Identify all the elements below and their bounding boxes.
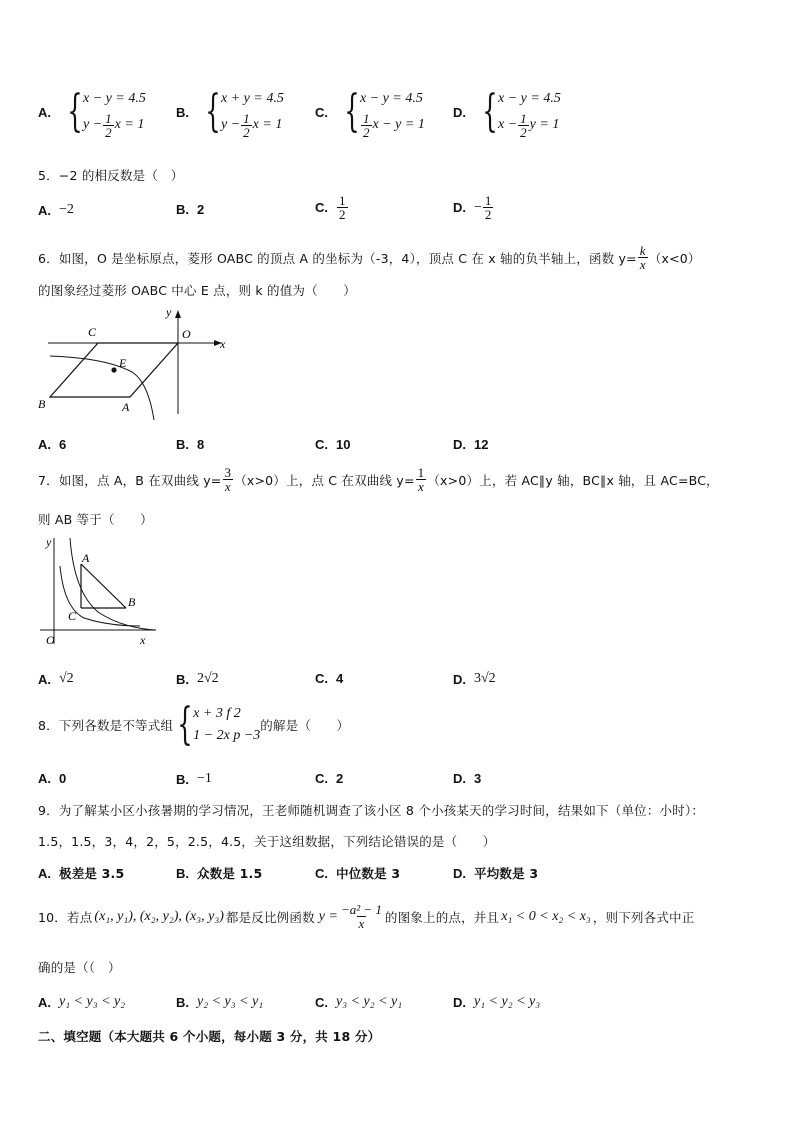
equation-1: x + y = 4.5	[221, 91, 284, 106]
q9-option-b: B. 众数是 1.5	[176, 865, 263, 881]
equation-1: x − y = 4.5	[83, 91, 146, 106]
q8-option-b: B. −1	[176, 771, 212, 787]
q10-option-b: B. y₂ < y₃ < y₁	[176, 994, 264, 1010]
q10-stem-line1: 10．若点 (x₁, y₁), (x₂, y₂), (x₃, y₃) 都是反比例函数 y = $\frac{\text{−a² − 1}}{x}$ 的图象上的点，并且 x₁ < 0 < x₂ < x₃ ，则下列各式中正	[38, 902, 695, 931]
equation-1: x − y = 4.5	[498, 91, 561, 106]
equation-2: y − $\frac{1}{2}$ x = 1	[83, 110, 145, 140]
q7-option-b: B. 2√2	[176, 671, 219, 687]
point-e	[111, 367, 116, 372]
label-o: O	[182, 327, 191, 341]
label-b: B	[38, 397, 46, 411]
label-x: x	[220, 337, 226, 351]
q7-option-d: D. 3√2	[453, 671, 496, 687]
q6-option-a: A. 6	[38, 437, 67, 452]
equation-2: x − $\frac{1}{2}$ y = 1	[498, 110, 560, 140]
q9-option-c: C. 中位数是 3	[315, 865, 401, 881]
label-b: B	[128, 595, 136, 609]
q6-stem-line1: 6．如图，O 是坐标原点，菱形 OABC 的顶点 A 的坐标为（-3，4），顶点 C 在 x 轴的负半轴上，函数 y= $\frac{k}{x}$ （x<0）	[38, 243, 701, 272]
q9-stem-line1: 9．为了解某小区小孩暑期的学习情况，王老师随机调查了该小区 8 个小孩某天的学习时间，结果如下（单位：小时）：	[38, 803, 705, 818]
q6-option-c: C. 10	[315, 437, 351, 452]
q8-option-a: A. 0	[38, 771, 67, 786]
q10-stem-line2: 确的是（（ ）	[38, 960, 121, 975]
q5-stem: 5．−2 的相反数是（ ）	[38, 168, 184, 183]
q4-option-b: B. { x + y = 4.5 y − $\frac{1}{2}$ x = 1	[176, 86, 284, 140]
q6-stem-line2: 的图象经过菱形 OABC 中心 E 点，则 k 的值为（ ）	[38, 283, 356, 298]
option-label: A.	[38, 104, 51, 120]
label-e: E	[119, 356, 127, 370]
q6-figure	[36, 306, 236, 424]
label-c: C	[68, 609, 77, 623]
label-c: C	[88, 325, 97, 339]
equation-1: x − y = 4.5	[360, 91, 423, 106]
option-label: C.	[315, 104, 328, 120]
q4-option-c: C. { x − y = 4.5 $\frac{1}{2}$ x − y = 1	[315, 86, 425, 140]
option-label: D.	[453, 104, 466, 120]
q10-option-d: D. y₁ < y₂ < y₃	[453, 994, 541, 1010]
label-a: A	[122, 400, 130, 414]
q8-stem: 8．下列各数是不等式组 { x + 3 f 2 1 − 2x p −3 的解是（ ）	[38, 699, 350, 750]
label-a: A	[82, 551, 90, 565]
q8-option-c: C. 2	[315, 771, 344, 786]
label-y: y	[166, 306, 172, 319]
q5-option-d: D. − $\frac{1}{2}$	[453, 193, 492, 222]
q10-option-a: A. y₁ < y₃ < y₂	[38, 994, 126, 1010]
label-o: O	[46, 633, 55, 647]
q7-stem-line2: 则 AB 等于（ ）	[38, 512, 153, 527]
q5-option-b: B. 2	[176, 202, 205, 217]
q5-option-a: A. −2	[38, 202, 74, 218]
q4-option-d: D. { x − y = 4.5 x − $\frac{1}{2}$ y = 1	[453, 86, 561, 140]
q9-option-d: D. 平均数是 3	[453, 865, 539, 881]
q8-inequality-system: x + 3 f 2 1 − 2x p −3	[193, 706, 261, 743]
q6-option-b: B. 8	[176, 437, 205, 452]
q7-figure	[36, 534, 166, 648]
q8-option-d: D. 3	[453, 771, 482, 786]
y-axis-arrow	[175, 310, 181, 318]
label-y: y	[46, 535, 52, 549]
section-2-title: 二、填空题（本大题共 6 个小题，每小题 3 分，共 18 分）	[38, 1029, 381, 1044]
q7-option-c: C. 4	[315, 671, 344, 686]
equation-2: $\frac{1}{2}$ x − y = 1	[363, 110, 425, 140]
q4-option-a: A. { x − y = 4.5 y − $\frac{1}{2}$ x = 1	[38, 86, 146, 140]
label-x: x	[140, 633, 146, 647]
option-label: B.	[176, 104, 189, 120]
equation-2: y − $\frac{1}{2}$ x = 1	[221, 110, 283, 140]
q9-option-a: A. 极差是 3.5	[38, 865, 125, 881]
q6-option-d: D. 12	[453, 437, 489, 452]
q7-option-a: A. √2	[38, 671, 74, 687]
q7-stem-line1: 7．如图，点 A，B 在双曲线 y= $\frac{3}{x}$ （x>0）上，点 C 在双曲线 y= $\frac{1}{x}$ （x>0）上，若 AC∥y 轴，BC∥x 轴，且 AC=BC，	[38, 465, 719, 494]
q5-option-c: C. $\frac{1}{2}$	[315, 193, 346, 222]
q10-option-c: C. y₃ < y₂ < y₁	[315, 994, 403, 1010]
q9-stem-line2: 1.5，1.5，3，4，2，5，2.5，4.5，关于这组数据，下列结论错误的是（ ）	[38, 834, 496, 849]
